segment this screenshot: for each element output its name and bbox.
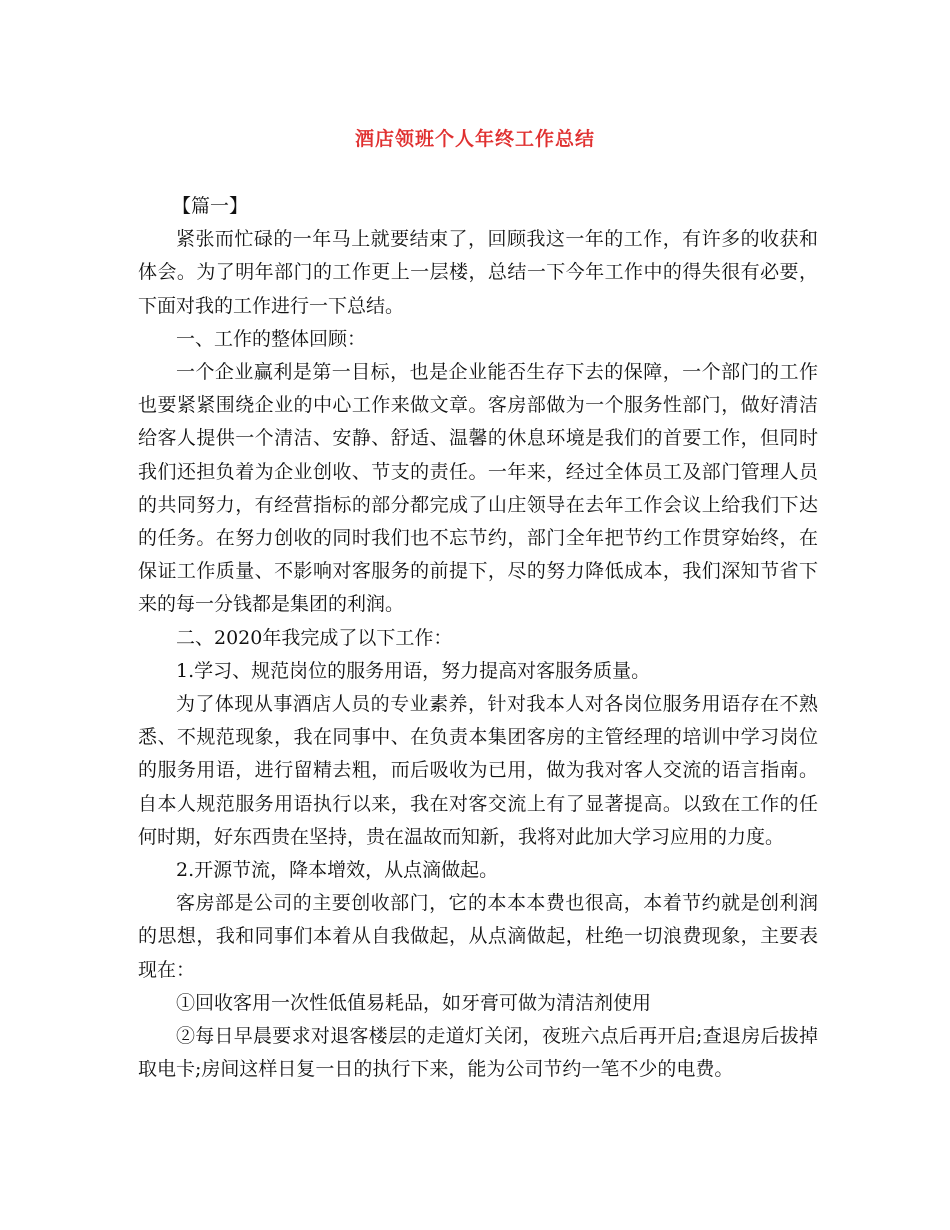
paragraph-intro: 紧张而忙碌的一年马上就要结束了，回顾我这一年的工作，有许多的收获和体会。为了明年部门的工作更上一层楼，总结一下今年工作中的得失很有必要，下面对我的工作进行一下总结。 [138,228,818,317]
subheading-cost-saving: 2.开源节流，降本增效，从点滴做起。 [176,859,499,882]
paragraph-overall-review: 一个企业赢利是第一目标，也是企业能否生存下去的保障，一个部门的工作也要紧紧围绕企业的中心工作来做文章。客房部做为一个服务性部门，做好清洁给客人提供一个清洁、安静、舒适、温馨的休息环境是我们的首要工作，但同时我们还担负着为企业创收、节支的责任。一年来，经过全体员工及部门管理人员的共同努力，有经营指标的部分都完成了山庄领导在去年工作会议上给我们下达的任务。在努力创收的同时我们也不忘节约，部门全年把节约工作贯穿始终，在保证工作质量、不影响对客服务的前提下，尽的努力降低成本，我们深知节省下来的每一分钱都是集团的利润。 [138,361,818,616]
list-item-recycle: ①回收客用一次性低值易耗品，如牙膏可做为清洁剂使用 [176,991,652,1014]
heading-completed-work: 二、2020年我完成了以下工作： [176,626,453,649]
section-label: 【篇一】 [172,195,249,217]
paragraph-cost-saving: 客房部是公司的主要创收部门，它的本本本费也很高，本着节约就是创利润的思想，我和同事们本着从自我做起，从点滴做起，杜绝一切浪费现象，主要表现在： [138,892,818,981]
heading-overall-review: 一、工作的整体回顾： [176,327,367,350]
subheading-service-language: 1.学习、规范岗位的服务用语，努力提高对客服务质量。 [176,659,651,682]
list-item-lighting: ②每日早晨要求对退客楼层的走道灯关闭，夜班六点后再开启;查退房后拔掉取电卡;房间这样日复一日的执行下来，能为公司节约一笔不少的电费。 [138,1025,818,1081]
document-title: 酒店领班个人年终工作总结 [354,128,595,150]
paragraph-service-language: 为了体现从事酒店人员的专业素养，针对我本人对各岗位服务用语存在不熟悉、不规范现象，我在同事中、在负责本集团客房的主管经理的培训中学习岗位的服务用语，进行留精去粗，而后吸收为已用，做为我对客人交流的语言指南。自本人规范服务用语执行以来，我在对客交流上有了显著提高。以致在工作的任何时期，好东西贵在坚持，贵在温故而知新，我将对此加大学习应用的力度。 [138,693,818,848]
document-body [138,190,818,1086]
